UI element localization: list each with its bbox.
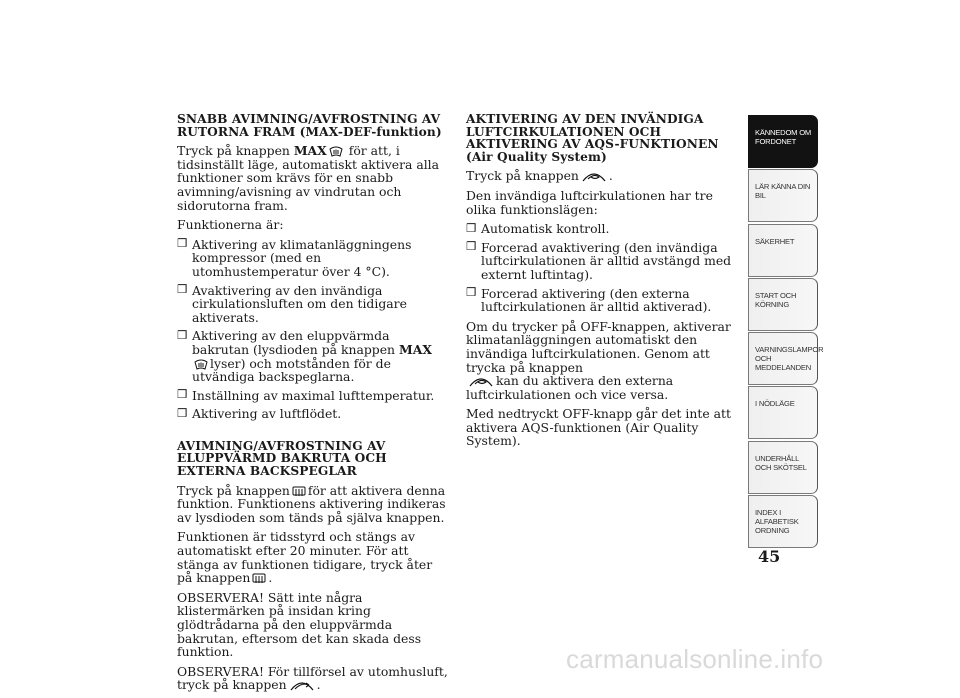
text: Om du trycker på OFF-knappen, aktiverar klimatanläggningen automatiskt den invändiga luftcirkulationen. Genom att trycka på knappen (466, 318, 731, 375)
paragraph (177, 144, 449, 212)
checkbox-bullet-icon: ❒ (177, 405, 188, 420)
text: OBSERVERA! För tillförsel av utomhusluft, tryck på knappen (177, 663, 448, 693)
checkbox-bullet-icon: ❒ (177, 387, 188, 402)
text: Aktivering av den eluppvärmda bakrutan (lysdioden på knappen (192, 328, 396, 357)
list-item (177, 284, 449, 325)
rear-window-defrost-icon (292, 486, 306, 497)
warning-paragraph (177, 665, 449, 692)
air-recirculation-icon (581, 171, 607, 183)
text: Forcerad avaktivering (den invändiga luftcirkulationen är alltid avstängd med externt luftintag). (481, 239, 732, 282)
text: Inställning av maximal lufttemperatur. (192, 387, 435, 403)
right-column (466, 113, 738, 454)
text: Automatisk kontroll. (481, 221, 610, 237)
list-item (466, 287, 738, 314)
windscreen-defrost-icon (194, 359, 208, 370)
paragraph (466, 169, 738, 183)
left-column (177, 113, 449, 698)
text: Tryck på knappen (177, 143, 290, 159)
tab-varningslampor[interactable]: VARNINGSLAMPOR OCH MEDDELANDEN (748, 332, 818, 385)
tab-sakerhet[interactable]: SÄKERHET (748, 224, 818, 277)
checkbox-bullet-icon: ❒ (466, 285, 477, 300)
checkbox-bullet-icon: ❒ (177, 236, 188, 251)
text: för att aktivera denna funktion. Funktionens aktivering indikeras av lysdioden som tänds på själva knappen. (177, 482, 446, 525)
text: kan du aktivera den externa luftcirkulationen och vice versa. (466, 373, 674, 402)
text: Tryck på knappen (466, 168, 579, 184)
warning-paragraph: OBSERVERA! Sätt inte några klistermärken på insidan kring glödtrådarna på den eluppvärmda bakrutan, eftersom det kan skada dess funktion. (177, 589, 422, 660)
function-list (177, 238, 449, 421)
section-heading-recirculation: AKTIVERING AV DEN INVÄNDIGA LUFTCIRKULATIONEN OCH AKTIVERING AV AQS-FUNKTIONEN (Air Quality System) (466, 112, 719, 164)
chapter-tabs (748, 115, 824, 549)
outside-air-icon (289, 680, 315, 692)
checkbox-bullet-icon: ❒ (177, 327, 188, 342)
list-item (177, 238, 449, 279)
text: för att, i tidsinställt läge, automatiskt aktivera alla funktioner som krävs för en snabb avimning/avisning av vindrutan och sidorutorna fram. (177, 143, 440, 213)
text: . (608, 168, 613, 184)
tab-kannedom-om-fordonet[interactable]: KÄNNEDOM OM FORDONET (748, 115, 818, 168)
paragraph (177, 530, 449, 584)
tab-lar-kanna-din-bil[interactable]: LÄR KÄNNA DIN BIL (748, 169, 818, 222)
text: Aktivering av luftflödet. (192, 406, 342, 422)
max-label: MAX (293, 143, 327, 159)
mode-list (466, 222, 738, 314)
windscreen-defrost-icon (329, 146, 343, 157)
text: lyser) och motstånden för de utvändiga backspeglarna. (192, 355, 391, 385)
tab-i-nodlage[interactable]: I NÖDLÄGE (748, 386, 818, 439)
tab-index[interactable]: INDEX I ALFABETISK ORDNING (748, 495, 818, 548)
section-heading-rear-defrost: AVIMNING/AVFROSTNING AV ELUPPVÄRMD BAKRUTA OCH EXTERNA BACKSPEGLAR (177, 438, 387, 479)
paragraph: Funktionerna är: (177, 217, 284, 233)
list-item (177, 407, 449, 421)
text: . (316, 677, 321, 693)
paragraph (466, 320, 738, 402)
watermark: carmanualsonline.info (566, 644, 824, 674)
list-item (177, 389, 449, 403)
list-item (177, 329, 449, 383)
rear-window-defrost-icon (252, 573, 266, 584)
text: Aktivering av klimatanläggningens kompressor (med en utomhustemperatur över 4 °C). (192, 236, 412, 279)
paragraph (177, 484, 449, 525)
text: . (268, 570, 273, 586)
max-label: MAX (398, 341, 432, 357)
text: Forcerad aktivering (den externa luftcirkulationen är alltid aktiverad). (481, 285, 712, 315)
text: Tryck på knappen (177, 482, 290, 498)
paragraph: Med nedtryckt OFF-knapp går det inte att aktivera AQS-funktionen (Air Quality System). (466, 406, 731, 449)
checkbox-bullet-icon: ❒ (466, 220, 477, 235)
tab-underhall-och-skotsel[interactable]: UNDERHÅLL OCH SKÖTSEL (748, 441, 818, 494)
text: Funktionen är tidsstyrd och stängs av automatiskt efter 20 minuter. För att stänga av funktionen tidigare, tryck åter på knappen (177, 529, 433, 586)
section-heading-max-def: SNABB AVIMNING/AVFROSTNING AV RUTORNA FRAM (MAX-DEF-funktion) (177, 112, 442, 139)
list-item (466, 241, 738, 282)
page-number: 45 (758, 547, 781, 566)
tab-start-och-korning[interactable]: START OCH KÖRNING (748, 278, 818, 331)
checkbox-bullet-icon: ❒ (177, 282, 188, 297)
list-item (466, 222, 738, 236)
text: Avaktivering av den invändiga cirkulationsluften om den tidigare aktiverats. (192, 282, 407, 325)
checkbox-bullet-icon: ❒ (466, 239, 477, 254)
paragraph: Den invändiga luftcirkulationen har tre olika funktionslägen: (466, 187, 713, 217)
